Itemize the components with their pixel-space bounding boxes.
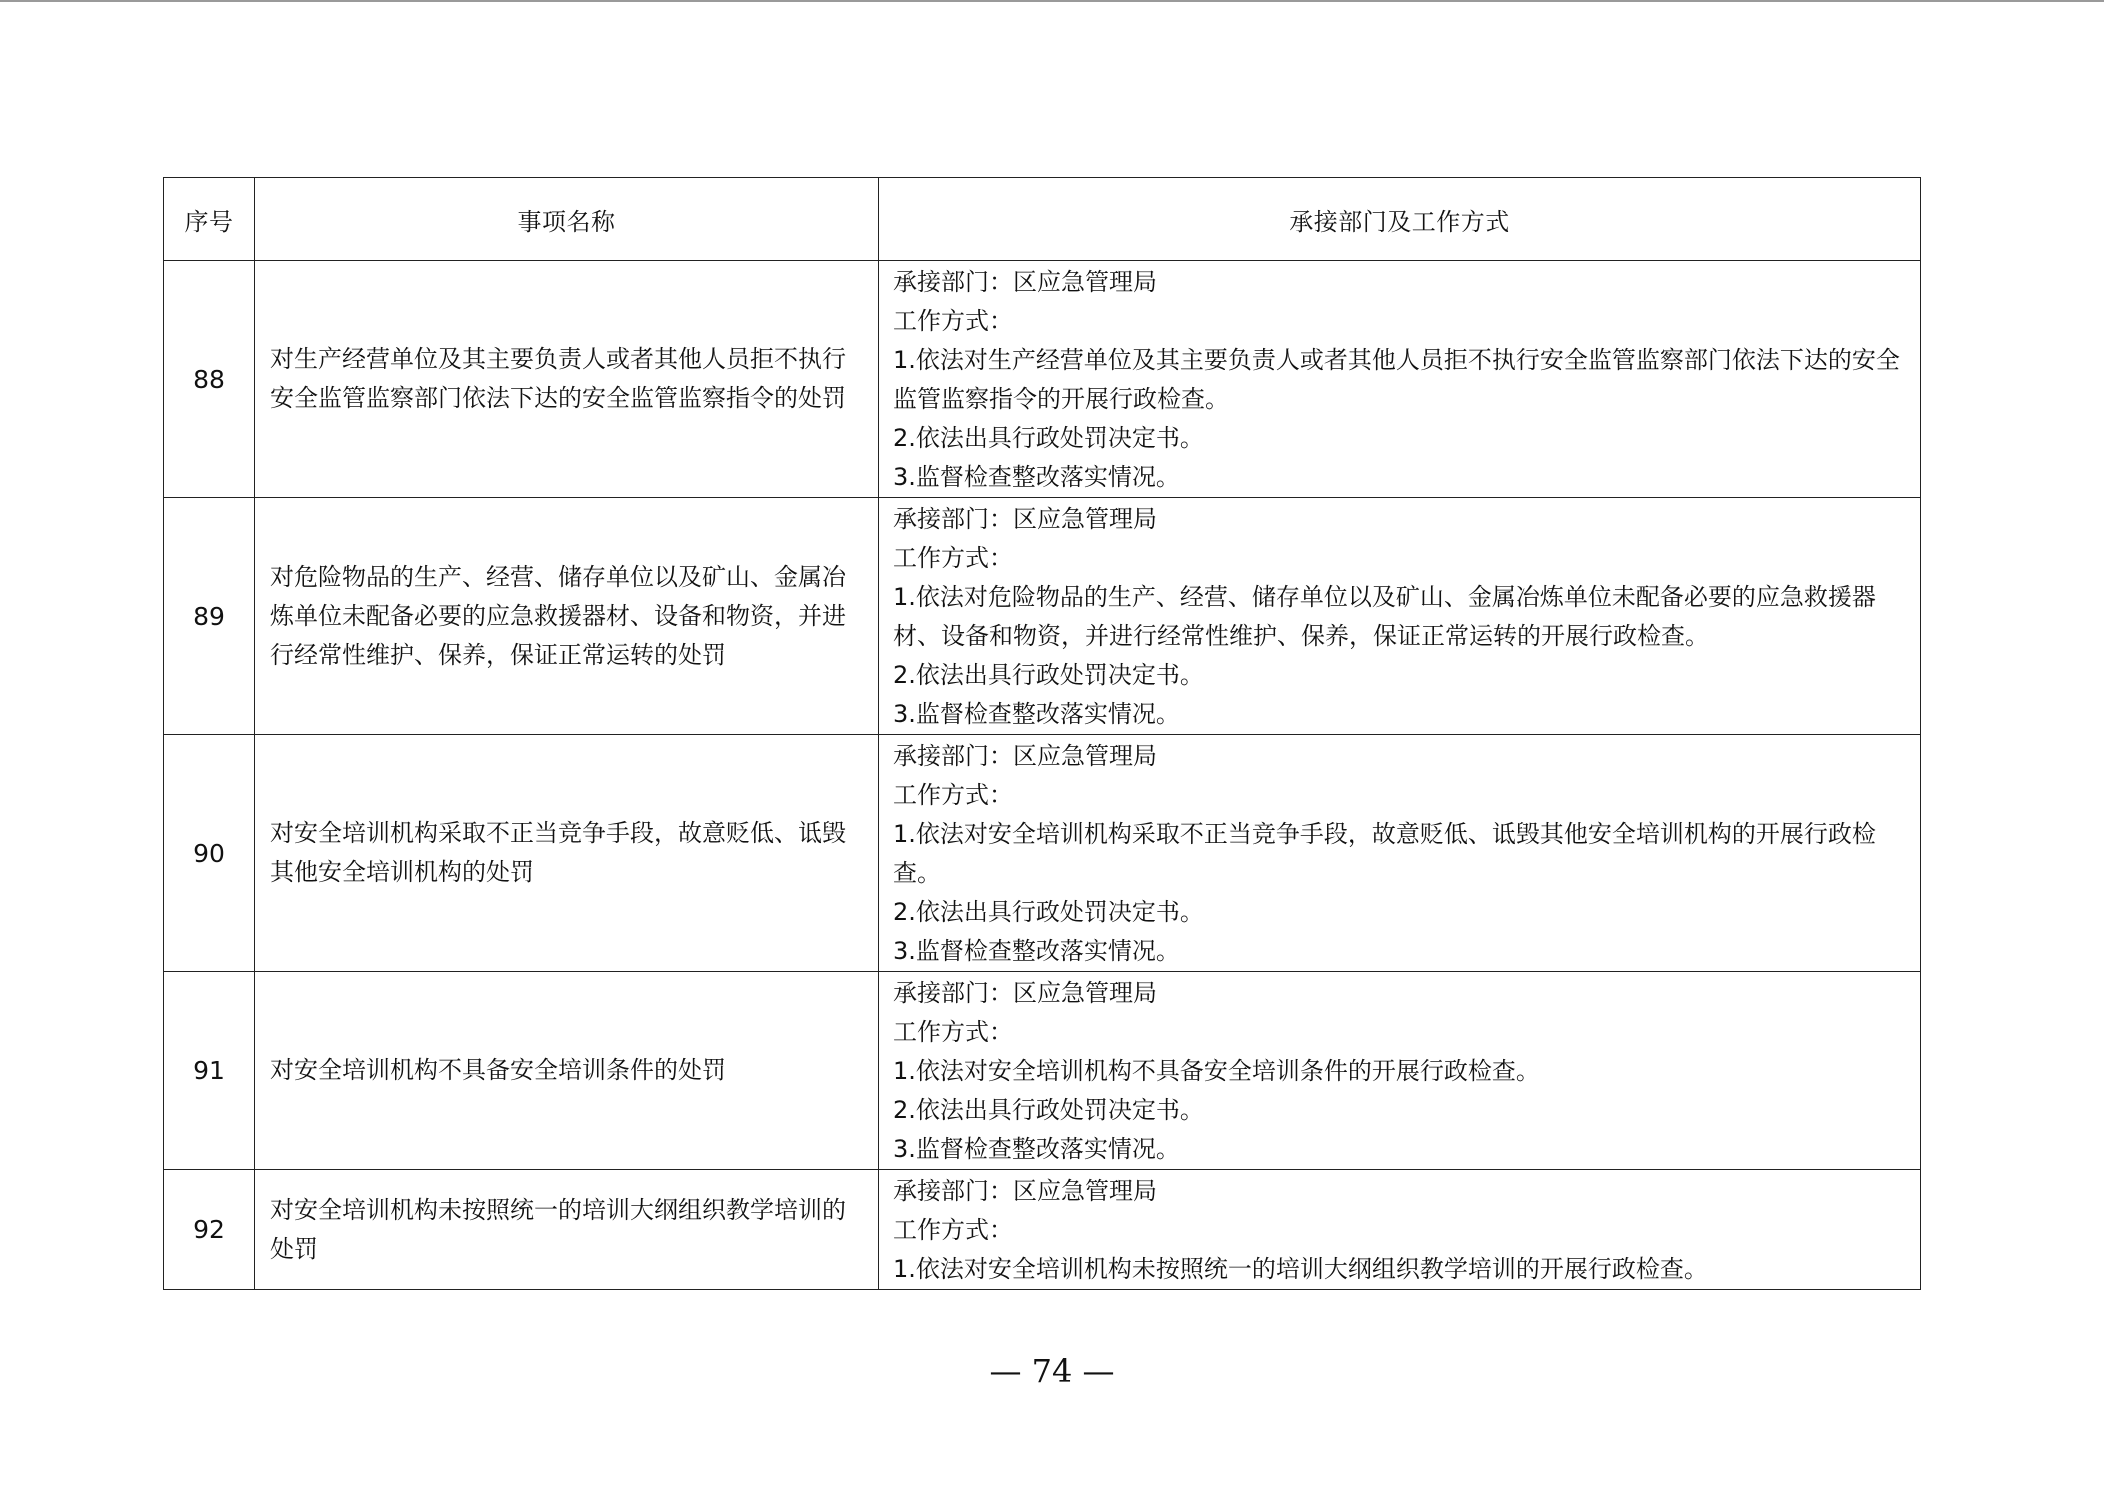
detail-step-1: 1.依法对危险物品的生产、经营、储存单位以及矿山、金属冶炼单位未配备必要的应急救援器材、设备和物资，并进行经常性维护、保养，保证正常运转的开展行政检查。 [893, 583, 1876, 650]
detail-step-3: 3.监督检查整改落实情况。 [893, 463, 1180, 491]
row-seq: 89 [164, 498, 255, 735]
row-item-name: 对危险物品的生产、经营、储存单位以及矿山、金属冶炼单位未配备必要的应急救援器材、设备和物资，并进行经常性维护、保养，保证正常运转的处罚 [255, 498, 879, 735]
detail-step-1: 1.依法对安全培训机构未按照统一的培训大纲组织教学培训的开展行政检查。 [893, 1255, 1708, 1283]
detail-step-2: 2.依法出具行政处罚决定书。 [893, 661, 1204, 689]
row-detail [879, 1170, 1921, 1290]
row-item-name: 对生产经营单位及其主要负责人或者其他人员拒不执行安全监管监察部门依法下达的安全监管监察指令的处罚 [255, 261, 879, 498]
detail-method-label: 工作方式： [893, 781, 1013, 809]
detail-step-2: 2.依法出具行政处罚决定书。 [893, 1096, 1204, 1124]
detail-department: 承接部门：区应急管理局 [893, 505, 1157, 533]
detail-step-3: 3.监督检查整改落实情况。 [893, 700, 1180, 728]
table-row [164, 735, 1921, 972]
detail-step-3: 3.监督检查整改落实情况。 [893, 1135, 1180, 1163]
row-item-name: 对安全培训机构不具备安全培训条件的处罚 [255, 972, 879, 1170]
detail-step-1: 1.依法对安全培训机构不具备安全培训条件的开展行政检查。 [893, 1057, 1540, 1085]
row-item-name: 对安全培训机构采取不正当竞争手段，故意贬低、诋毁其他安全培训机构的处罚 [255, 735, 879, 972]
detail-department: 承接部门：区应急管理局 [893, 742, 1157, 770]
page-number: — 74 — [989, 1352, 1115, 1390]
table-row [164, 972, 1921, 1170]
detail-step-3: 3.监督检查整改落实情况。 [893, 937, 1180, 965]
detail-method-label: 工作方式： [893, 1018, 1013, 1046]
top-border-line [0, 0, 2104, 2]
table-row [164, 1170, 1921, 1290]
row-detail [879, 261, 1921, 498]
detail-step-2: 2.依法出具行政处罚决定书。 [893, 424, 1204, 452]
detail-step-2: 2.依法出具行政处罚决定书。 [893, 898, 1204, 926]
row-detail [879, 972, 1921, 1170]
row-detail [879, 735, 1921, 972]
detail-method-label: 工作方式： [893, 1216, 1013, 1244]
row-detail [879, 498, 1921, 735]
header-item-name: 事项名称 [255, 178, 879, 261]
detail-step-1: 1.依法对安全培训机构采取不正当竞争手段，故意贬低、诋毁其他安全培训机构的开展行政检查。 [893, 820, 1876, 887]
row-seq: 92 [164, 1170, 255, 1290]
row-seq: 91 [164, 972, 255, 1170]
detail-department: 承接部门：区应急管理局 [893, 268, 1157, 296]
detail-method-label: 工作方式： [893, 307, 1013, 335]
detail-department: 承接部门：区应急管理局 [893, 1177, 1157, 1205]
table-header-row [164, 178, 1921, 261]
detail-step-1: 1.依法对生产经营单位及其主要负责人或者其他人员拒不执行安全监管监察部门依法下达的安全监管监察指令的开展行政检查。 [893, 346, 1900, 413]
header-department-method: 承接部门及工作方式 [879, 178, 1921, 261]
header-seq: 序号 [164, 178, 255, 261]
detail-department: 承接部门：区应急管理局 [893, 979, 1157, 1007]
table-row [164, 261, 1921, 498]
detail-method-label: 工作方式： [893, 544, 1013, 572]
items-table [163, 177, 1921, 1290]
row-seq: 88 [164, 261, 255, 498]
table-row [164, 498, 1921, 735]
row-seq: 90 [164, 735, 255, 972]
row-item-name: 对安全培训机构未按照统一的培训大纲组织教学培训的处罚 [255, 1170, 879, 1290]
